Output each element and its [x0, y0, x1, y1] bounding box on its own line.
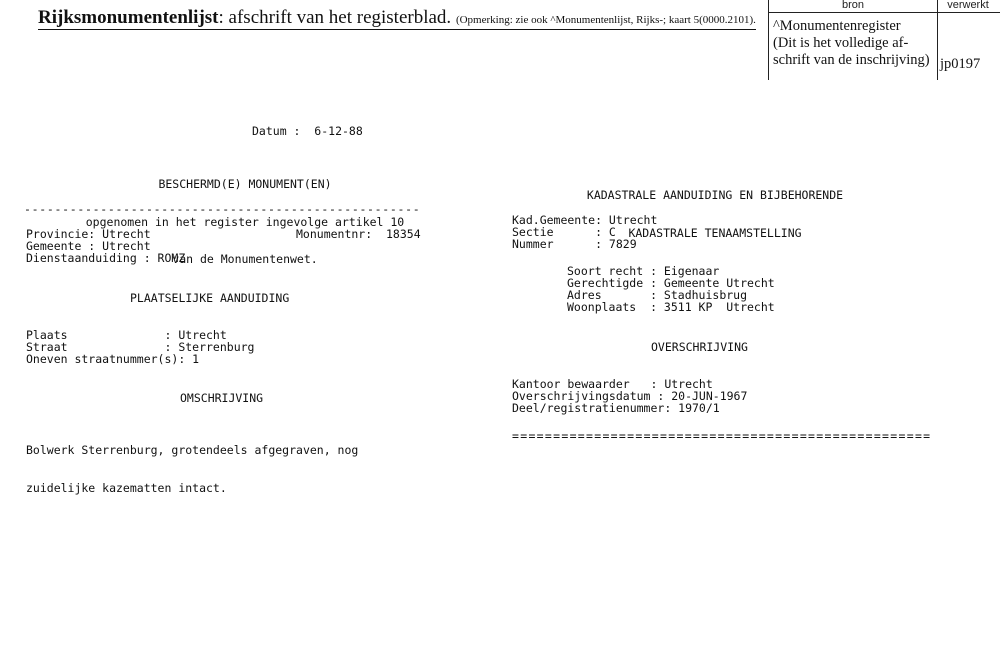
bron-line: schrift van de inschrijving)	[773, 52, 930, 68]
overschrijving-heading: OVERSCHRIJVING	[651, 340, 748, 354]
nummer-line: Nummer : 7829	[512, 237, 637, 251]
sectie-line: Sectie : C	[512, 225, 616, 239]
gemeente-line: Gemeente : Utrecht	[26, 239, 151, 253]
overschrijvingsdatum-line: Overschrijvingsdatum : 20-JUN-1967	[512, 389, 748, 403]
heading-line: van de Monumentenwet.	[172, 252, 318, 266]
soort-recht-line: Soort recht : Eigenaar	[567, 264, 720, 278]
equals-separator: ===================================================	[512, 429, 932, 443]
title-underline	[38, 29, 756, 30]
dash-separator: ----------------------------------------------------	[24, 202, 421, 216]
monumentnr-line: Monumentnr: 18354	[296, 227, 421, 241]
title-rest: : afschrift van het registerblad.	[218, 7, 452, 28]
bron-line: (Dit is het volledige af-	[773, 35, 909, 51]
verwerkt-value: jp0197	[940, 56, 981, 72]
dienst-line: Dienstaanduiding : ROMZ	[26, 251, 186, 265]
plaats-line: Plaats : Utrecht	[26, 328, 227, 342]
oneven-line: Oneven straatnummer(s): 1	[26, 352, 200, 366]
document-title	[38, 7, 756, 29]
heading-line: BESCHERMD(E) MONUMENT(EN)	[158, 177, 332, 191]
bron-line: ^Monumentenregister	[773, 18, 901, 34]
heading-line: opgenomen in het register ingevolge artikel 10	[85, 214, 405, 229]
omschrijving-line: Bolwerk Sterrenburg, grotendeels afgegraven, nog	[26, 443, 359, 457]
title-note: (Opmerking: zie ook ^Monumentenlijst, Rijks-; kaart 5(0000.2101).	[455, 14, 756, 26]
kad-heading-line: KADASTRALE TENAAMSTELLING	[628, 225, 802, 240]
adres-line: Adres : Stadhuisbrug	[567, 288, 748, 302]
woonplaats-line: Woonplaats : 3511 KP Utrecht	[567, 300, 775, 314]
title-bold: Rijksmonumentenlijst	[38, 7, 219, 28]
verwerkt-label: verwerkt	[936, 0, 1000, 13]
omschrijving-line: zuidelijke kazematten intact.	[26, 480, 227, 495]
datum-line: Datum : 6-12-88	[252, 124, 363, 138]
deel-line: Deel/registratienummer: 1970/1	[512, 401, 720, 415]
provincie-line: Provincie: Utrecht	[26, 227, 151, 241]
plaatselijke-heading: PLAATSELIJKE AANDUIDING	[130, 291, 290, 305]
bron-text	[769, 13, 937, 69]
straat-line: Straat : Sterrenburg	[26, 340, 255, 354]
omschrijving-heading: OMSCHRIJVING	[180, 391, 264, 405]
bron-column	[768, 0, 938, 80]
kantoor-line: Kantoor bewaarder : Utrecht	[512, 377, 713, 391]
verwerkt-column	[936, 0, 1000, 80]
kad-gemeente-line: Kad.Gemeente: Utrecht	[512, 213, 658, 227]
gerechtigde-line: Gerechtigde : Gemeente Utrecht	[567, 276, 775, 290]
bron-label: bron	[769, 0, 937, 13]
omschrijving-text	[26, 419, 358, 507]
kad-heading-line: KADASTRALE AANDUIDING EN BIJBEHORENDE	[586, 188, 844, 202]
